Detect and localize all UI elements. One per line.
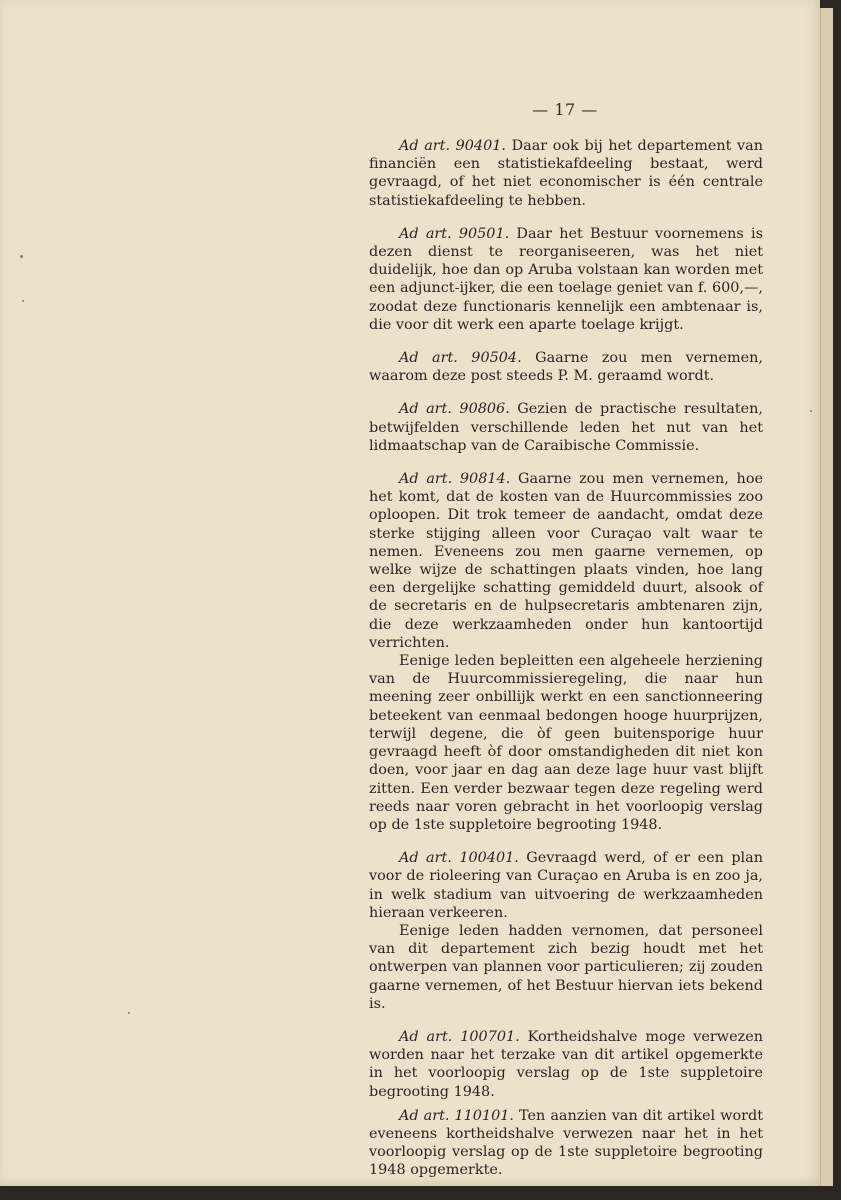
page-edge: [820, 8, 833, 1186]
paragraph-art-110101: [369, 1107, 763, 1180]
paragraph-text: Gaarne zou men vernemen, hoe het komt, dat de kosten van de Huurcommissies zoo oploopen. Dit trok temeer de aandacht, omdat deze sterke stijging alleen voor Curaçao valt waar te nemen. Eveneens zou men gaarne vernemen, op welke wijze de schattingen plaats vinden, hoe lang een dergelijke schatting gemiddeld duurt, alsook of de secretaris en de hulpsecretaris ambtenaren zijn, die deze werkzaamheden onder hun kantoortijd verrichten.: [369, 471, 763, 651]
article-reference: Ad art. 90501.: [399, 225, 510, 242]
article-reference: Ad art. 100401.: [399, 850, 519, 867]
paper-speck: [128, 1012, 130, 1014]
article-reference: Ad art. 90504.: [399, 350, 522, 367]
article-reference: Ad art. 90814.: [399, 471, 511, 488]
paragraph-text: Kortheidshalve moge verwezen worden naar het terzake van dit artikel opgemerkte in het voorloopig verslag op de 1ste suppletoire begrooting 1948.: [369, 1028, 763, 1100]
paper-speck: [20, 255, 23, 258]
paragraph-text: Gezien de practische resultaten, betwijfelden verschillende leden het nut van het lidmaatschap van de Caraibische Commissie.: [369, 401, 763, 454]
paper-speck: [22, 300, 24, 302]
article-reference: Ad art. 110101.: [399, 1107, 514, 1124]
paragraph-huurcommissie: [369, 652, 763, 834]
paragraph-text: Ten aanzien van dit artikel wordt eveneens kortheidshalve verwezen naar het in het voorloopig verslag op de 1ste suppletoire begrooting 1948 opgemerkte.: [369, 1107, 763, 1179]
paragraph-art-90401: [369, 137, 763, 210]
paragraph-text: Eenige leden bepleitten een algeheele herziening van de Huurcommissieregeling, die naar hun meening zeer onbillijk werkt en een sanctionneering beteekent van eenmaal bedongen hooge huurprijzen, terwijl degene, die òf geen buitensporige huur gevraagd heeft òf door omstandigheden dit niet kon doen, voor jaar en dag aan deze lage huur vast blijft zitten. Een verder bezwaar tegen deze regeling werd reeds naar voren gebracht in het voorloopig verslag op de 1ste suppletoire begrooting 1948.: [369, 653, 763, 833]
paragraph-text: Daar ook bij het departement van financiën een statistiekafdeeling bestaat, werd gevraagd, of het niet economischer is één centrale statistiekafdeeling te hebben.: [369, 138, 763, 209]
body-text: [369, 137, 763, 1180]
article-reference: Ad art. 90401.: [399, 138, 506, 154]
paragraph-art-100701: [369, 1028, 763, 1101]
article-reference: Ad art. 100701.: [399, 1028, 520, 1045]
page-number: — 17 —: [532, 100, 598, 119]
paragraph-text: Eenige leden hadden vernomen, dat personeel van dit departement zich bezig houdt met het ontwerpen van plannen voor particulieren; zij zouden gaarne vernemen, of het Bestuur hiervan iets bekend is.: [369, 922, 763, 1012]
paragraph-art-100401: [369, 849, 763, 922]
article-reference: Ad art. 90806.: [399, 401, 510, 418]
paper-speck: [810, 410, 812, 412]
paragraph-personeel: [369, 922, 763, 1013]
paragraph-art-90806: [369, 400, 763, 455]
paragraph-text: Gevraagd werd, of er een plan voor de rioleering van Curaçao en Aruba is en zoo ja, in welk stadium van uitvoering de werkzaamheden hieraan verkeeren.: [369, 850, 763, 921]
paragraph-art-90814: [369, 470, 763, 652]
paragraph-art-90501: [369, 225, 763, 334]
paragraph-text: Gaarne zou men vernemen, waarom deze post steeds P. M. geraamd wordt.: [369, 350, 763, 385]
paragraph-text: Daar het Bestuur voornemens is dezen dienst te reorganiseeren, was het niet duidelijk, hoe dan op Aruba volstaan kan worden met een adjunct-ijker, die een toelage geniet van f. 600,—, zoodat deze functionaris kennelijk een ambtenaar is, die voor dit werk een aparte toelage krijgt.: [369, 225, 763, 333]
paragraph-art-90504: [369, 349, 763, 385]
